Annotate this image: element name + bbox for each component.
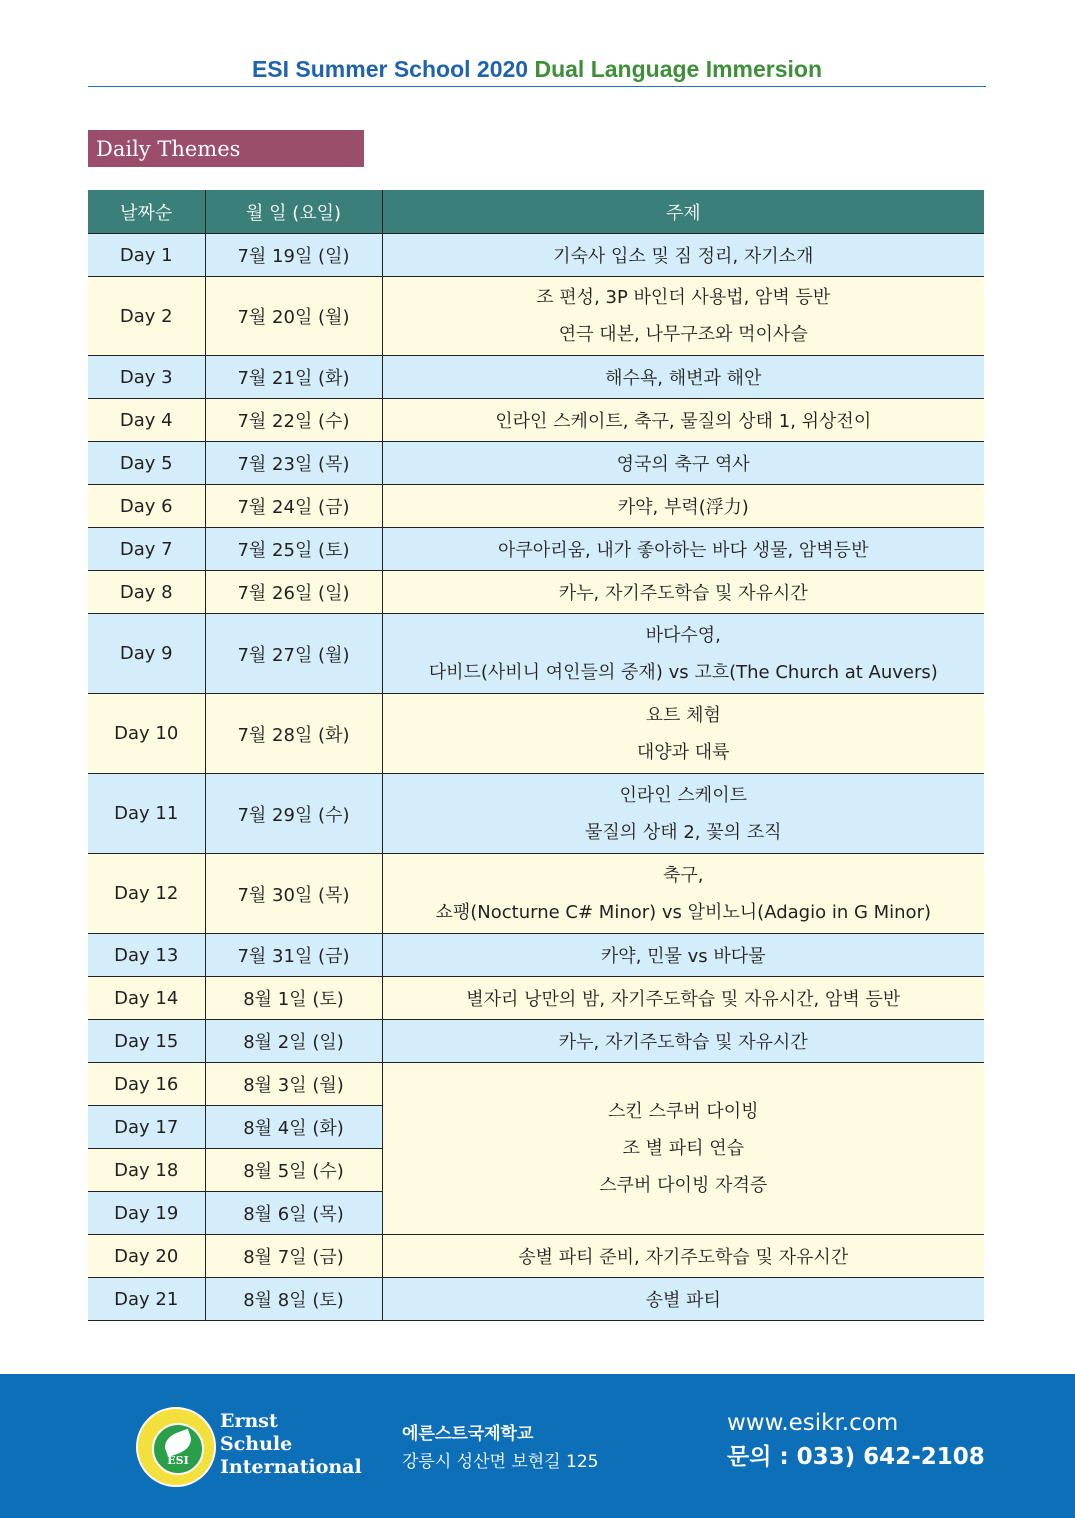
theme-line: 인라인 스케이트: [619, 784, 747, 806]
theme-cell: 영국의 축구 역사: [382, 442, 984, 485]
school-logo-seal: [136, 1407, 216, 1487]
theme-line: 조 별 파티 연습: [622, 1138, 744, 1159]
theme-cell: [382, 614, 984, 694]
theme-cell: 아쿠아리움, 내가 좋아하는 바다 생물, 암벽등반: [382, 528, 984, 571]
theme-cell: 카약, 민물 vs 바다물: [382, 934, 984, 977]
table-row: [88, 977, 984, 1020]
table-row: [88, 694, 984, 774]
theme-line: 조 편성, 3P 바인더 사용법, 암벽 등반: [536, 287, 831, 308]
date-cell: 8월 5일 (수): [205, 1149, 382, 1192]
date-cell: 7월 29일 (수): [205, 774, 382, 854]
bird-icon: [161, 1429, 194, 1457]
day-cell: Day 8: [88, 571, 205, 614]
table-row: [88, 356, 984, 399]
day-cell: Day 17: [88, 1106, 205, 1149]
table-row: [88, 399, 984, 442]
theme-line: 물질의 상태 2, 꽃의 조직: [584, 821, 782, 843]
table-row: [88, 934, 984, 977]
day-cell: Day 1: [88, 234, 205, 277]
table-header-row: [88, 191, 984, 234]
theme-line: 요트 체험: [645, 704, 721, 726]
day-cell: Day 4: [88, 399, 205, 442]
page-header: [88, 52, 986, 87]
theme-cell: 송별 파티: [382, 1278, 984, 1321]
table-row: [88, 614, 984, 694]
day-cell: Day 21: [88, 1278, 205, 1321]
table-row: [88, 1063, 984, 1106]
theme-line: 바다수영,: [645, 624, 721, 646]
table-row: [88, 1235, 984, 1278]
day-cell: Day 10: [88, 694, 205, 774]
theme-cell: [382, 854, 984, 934]
theme-cell: 인라인 스케이트, 축구, 물질의 상태 1, 위상전이: [382, 399, 984, 442]
header-title-part2: Dual Language Immersion: [534, 56, 823, 82]
table-row: [88, 854, 984, 934]
header-title-part1: ESI Summer School 2020: [251, 56, 529, 82]
date-cell: 7월 21일 (화): [205, 356, 382, 399]
theme-cell: 송별 파티 준비, 자기주도학습 및 자유시간: [382, 1235, 984, 1278]
table-row: [88, 528, 984, 571]
daily-themes-table: [88, 190, 984, 1321]
day-cell: Day 16: [88, 1063, 205, 1106]
day-cell: Day 13: [88, 934, 205, 977]
day-cell: Day 9: [88, 614, 205, 694]
day-cell: Day 7: [88, 528, 205, 571]
table-row: [88, 442, 984, 485]
date-cell: 7월 19일 (일): [205, 234, 382, 277]
date-cell: 8월 1일 (토): [205, 977, 382, 1020]
theme-line: 연극 대본, 나무구조와 먹이사슬: [558, 324, 808, 345]
theme-line: 다비드(사비니 여인들의 중재) vs 고흐(The Church at Auvers): [428, 661, 938, 683]
date-cell: 7월 26일 (일): [205, 571, 382, 614]
theme-cell: 카약, 부력(浮力): [382, 485, 984, 528]
theme-cell: 카누, 자기주도학습 및 자유시간: [382, 571, 984, 614]
logo-wordmark: [220, 1410, 362, 1479]
date-cell: 8월 7일 (금): [205, 1235, 382, 1278]
date-cell: 8월 8일 (토): [205, 1278, 382, 1321]
logo-inner-circle: [152, 1423, 204, 1475]
theme-cell: [382, 774, 984, 854]
date-cell: 7월 23일 (목): [205, 442, 382, 485]
theme-line: 축구,: [663, 864, 704, 886]
theme-cell: 카누, 자기주도학습 및 자유시간: [382, 1020, 984, 1063]
day-cell: Day 14: [88, 977, 205, 1020]
logo-seal-text: ESI: [167, 1454, 189, 1467]
table-row: [88, 571, 984, 614]
theme-cell: [382, 694, 984, 774]
logo-line: Schule: [220, 1433, 293, 1455]
day-cell: Day 19: [88, 1192, 205, 1235]
footer: [0, 1374, 1075, 1518]
date-cell: 7월 24일 (금): [205, 485, 382, 528]
theme-line: 쇼팽(Nocturne C# Minor) vs 알비노니(Adagio in G Minor): [435, 901, 931, 923]
section-label: Daily Themes: [88, 130, 364, 167]
day-cell: Day 6: [88, 485, 205, 528]
table-row: [88, 234, 984, 277]
day-cell: Day 2: [88, 277, 205, 356]
phone-number: 문의 : 033) 642-2108: [727, 1444, 985, 1470]
merged-theme-cell: [382, 1063, 984, 1235]
column-header-order: 날짜순: [88, 191, 205, 234]
date-cell: 7월 22일 (수): [205, 399, 382, 442]
theme-line: 대양과 대륙: [636, 741, 730, 763]
day-cell: Day 12: [88, 854, 205, 934]
theme-cell: 별자리 낭만의 밤, 자기주도학습 및 자유시간, 암벽 등반: [382, 977, 984, 1020]
day-cell: Day 15: [88, 1020, 205, 1063]
school-address: 강릉시 성산면 보현길 125: [402, 1452, 599, 1472]
table-row: [88, 1020, 984, 1063]
logo-line: Ernst: [220, 1410, 278, 1432]
school-info: [402, 1420, 598, 1476]
date-cell: 7월 28일 (화): [205, 694, 382, 774]
contact-info: [727, 1406, 985, 1474]
theme-line: 스쿠버 다이빙 자격증: [599, 1175, 768, 1196]
theme-cell: 기숙사 입소 및 짐 정리, 자기소개: [382, 234, 984, 277]
logo-line: International: [220, 1456, 362, 1478]
date-cell: 8월 3일 (월): [205, 1063, 382, 1106]
date-cell: 7월 31일 (금): [205, 934, 382, 977]
theme-cell: 해수욕, 해변과 해안: [382, 356, 984, 399]
day-cell: Day 5: [88, 442, 205, 485]
table-row: [88, 485, 984, 528]
date-cell: 8월 2일 (일): [205, 1020, 382, 1063]
date-cell: 7월 30일 (목): [205, 854, 382, 934]
table-row: [88, 1278, 984, 1321]
table-row: [88, 774, 984, 854]
day-cell: Day 3: [88, 356, 205, 399]
theme-line: 스킨 스쿠버 다이빙: [607, 1101, 759, 1122]
theme-cell: [382, 277, 984, 356]
table-row: [88, 277, 984, 356]
day-cell: Day 11: [88, 774, 205, 854]
date-cell: 8월 4일 (화): [205, 1106, 382, 1149]
date-cell: 8월 6일 (목): [205, 1192, 382, 1235]
date-cell: 7월 27일 (월): [205, 614, 382, 694]
day-cell: Day 18: [88, 1149, 205, 1192]
school-name: 에른스트국제학교: [402, 1424, 534, 1444]
date-cell: 7월 20일 (월): [205, 277, 382, 356]
column-header-theme: 주제: [382, 191, 984, 234]
day-cell: Day 20: [88, 1235, 205, 1278]
date-cell: 7월 25일 (토): [205, 528, 382, 571]
website-link[interactable]: www.esikr.com: [727, 1410, 899, 1436]
column-header-date: 월 일 (요일): [205, 191, 382, 234]
